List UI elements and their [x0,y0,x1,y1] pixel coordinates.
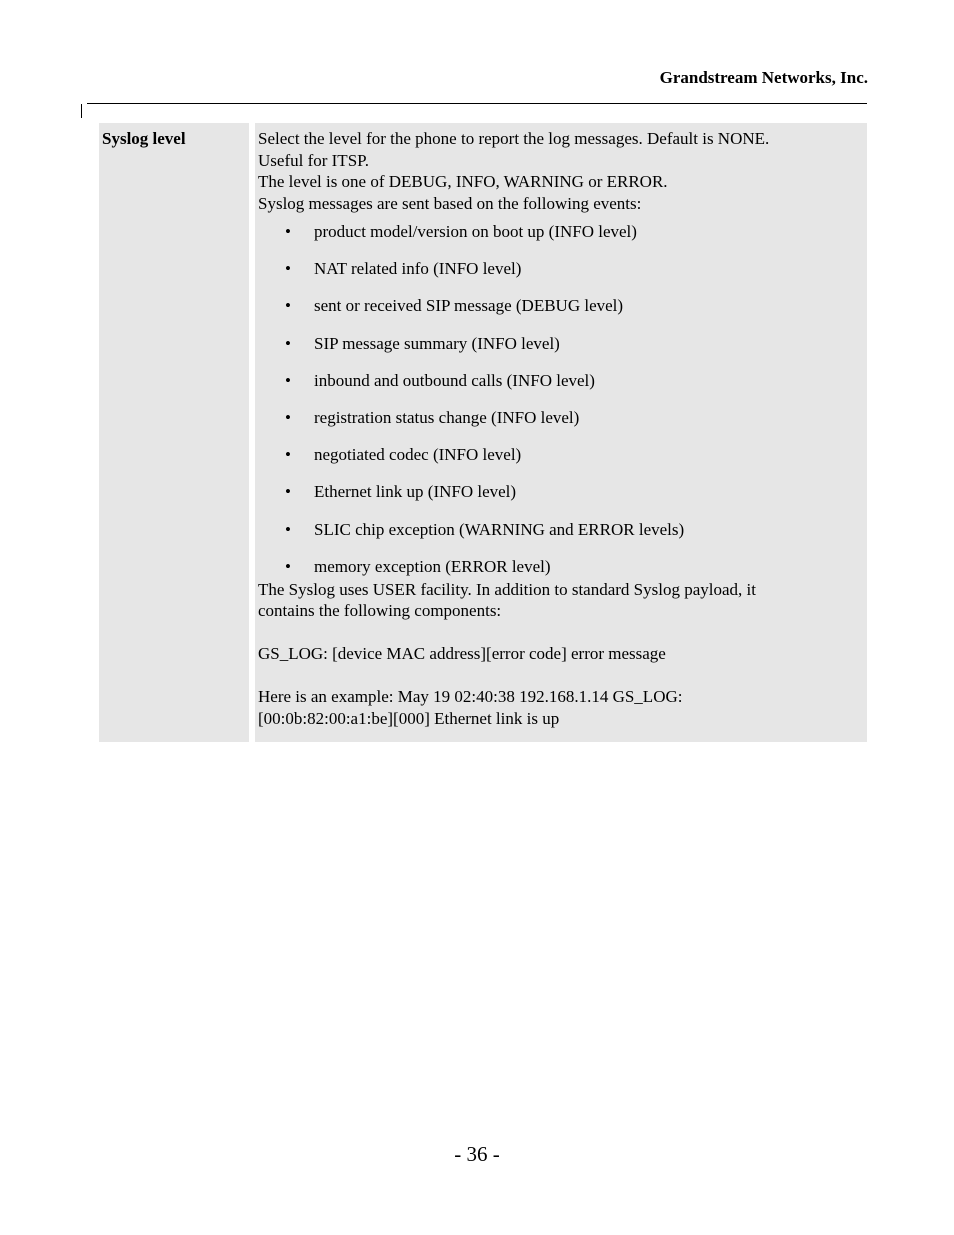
description-line: Select the level for the phone to report the log messages. Default is NONE. [258,129,770,148]
company-name: Grandstream Networks, Inc. [659,68,868,87]
event-item: • NAT related info (INFO level) [258,258,862,295]
event-item: • inbound and outbound calls (INFO level) [258,370,862,407]
parameter-name-cell [99,123,249,742]
event-item: • SLIC chip exception (WARNING and ERROR levels) [258,519,862,556]
facility-line: contains the following components: [258,601,502,621]
event-item: • registration status change (INFO level) [258,407,862,444]
event-item: • Ethernet link up (INFO level) [258,481,862,518]
example-line: [00:0b:82:00:a1:be][000] Ethernet link is up [258,708,560,728]
parameter-table [99,123,867,742]
facility-line: The Syslog uses USER facility. In addition to standard Syslog payload, it [258,579,756,599]
event-item: • product model/version on boot up (INFO level) [258,221,862,258]
event-item: • SIP message summary (INFO level) [258,333,862,370]
parameter-description-cell [255,123,867,742]
example-line: Here is an example: May 19 02:40:38 192.168.1.14 GS_LOG: [258,687,683,707]
event-list [258,221,862,593]
description-line: Useful for ITSP. [258,150,369,170]
parameter-description [258,128,862,729]
parameter-name: Syslog level [102,129,186,148]
header-divider [87,103,867,104]
paragraph-spacer [258,622,862,644]
page-number: - 36 - [454,1142,500,1166]
revision-bar [81,104,82,118]
event-item: • memory exception (ERROR level) [258,556,862,593]
paragraph-spacer [258,665,862,687]
event-item: • sent or received SIP message (DEBUG level) [258,295,862,332]
log-format-line: GS_LOG: [device MAC address][error code] error message [258,644,666,664]
description-line: Syslog messages are sent based on the following events: [258,193,642,213]
description-line: The level is one of DEBUG, INFO, WARNING or ERROR. [258,172,668,191]
event-item: • negotiated codec (INFO level) [258,444,862,481]
